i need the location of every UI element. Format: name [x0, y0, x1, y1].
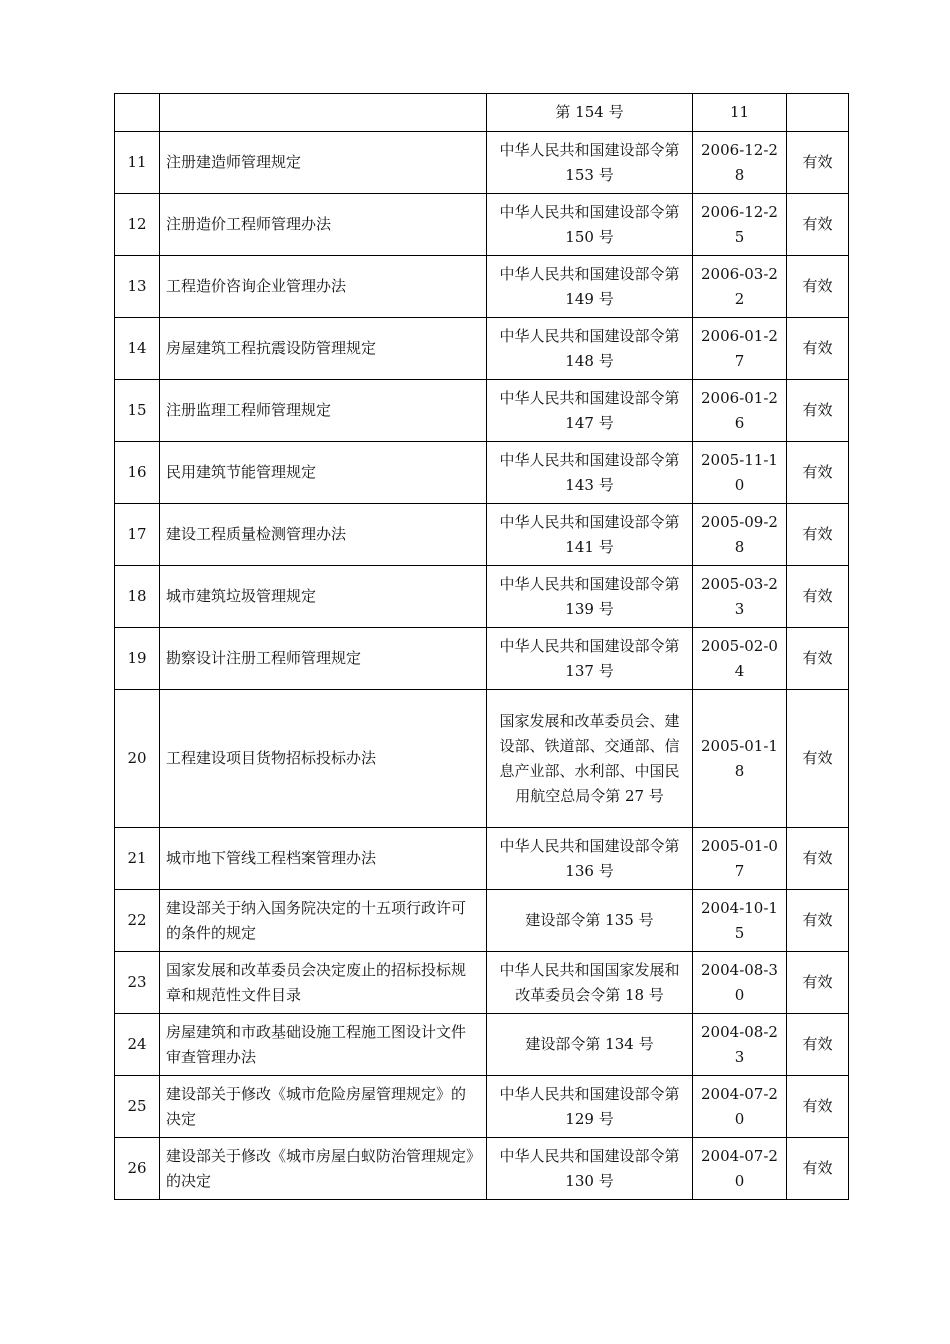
table-row	[115, 132, 849, 194]
validity-status: 有效	[787, 132, 849, 194]
table-row	[115, 690, 849, 828]
row-number: 12	[115, 194, 160, 256]
table-row	[115, 566, 849, 628]
table-row	[115, 318, 849, 380]
row-number: 19	[115, 628, 160, 690]
issuing-order: 国家发展和改革委员会、建设部、铁道部、交通部、信息产业部、水利部、中国民用航空总局令第 27 号	[487, 690, 693, 828]
regulation-name: 建设部关于修改《城市危险房屋管理规定》的决定	[160, 1076, 487, 1138]
issuing-order: 中华人民共和国建设部令第 149 号	[487, 256, 693, 318]
issue-date: 2006-01-27	[693, 318, 787, 380]
issuing-order: 建设部令第 134 号	[487, 1014, 693, 1076]
row-number: 26	[115, 1138, 160, 1200]
issuing-order: 中华人民共和国建设部令第 129 号	[487, 1076, 693, 1138]
row-number: 25	[115, 1076, 160, 1138]
validity-status: 有效	[787, 828, 849, 890]
issuing-order: 第 154 号	[487, 94, 693, 132]
row-number: 13	[115, 256, 160, 318]
validity-status: 有效	[787, 194, 849, 256]
issue-date: 2006-01-26	[693, 380, 787, 442]
issue-date: 2006-12-28	[693, 132, 787, 194]
regulation-name: 建设工程质量检测管理办法	[160, 504, 487, 566]
regulation-name: 注册造价工程师管理办法	[160, 194, 487, 256]
row-number: 20	[115, 690, 160, 828]
row-number: 15	[115, 380, 160, 442]
issuing-order: 中华人民共和国建设部令第 147 号	[487, 380, 693, 442]
issuing-order: 中华人民共和国国家发展和改革委员会令第 18 号	[487, 952, 693, 1014]
issue-date: 2004-07-20	[693, 1138, 787, 1200]
table-row	[115, 1138, 849, 1200]
validity-status: 有效	[787, 952, 849, 1014]
issuing-order: 中华人民共和国建设部令第 130 号	[487, 1138, 693, 1200]
issue-date: 2005-02-04	[693, 628, 787, 690]
issue-date: 2005-09-28	[693, 504, 787, 566]
issue-date: 11	[693, 94, 787, 132]
issue-date: 2005-11-10	[693, 442, 787, 504]
issue-date: 2004-08-30	[693, 952, 787, 1014]
row-number: 23	[115, 952, 160, 1014]
table-body	[115, 94, 849, 1200]
regulation-name: 城市建筑垃圾管理规定	[160, 566, 487, 628]
issuing-order: 中华人民共和国建设部令第 143 号	[487, 442, 693, 504]
regulation-name: 城市地下管线工程档案管理办法	[160, 828, 487, 890]
issuing-order: 中华人民共和国建设部令第 148 号	[487, 318, 693, 380]
validity-status: 有效	[787, 1014, 849, 1076]
validity-status	[787, 94, 849, 132]
validity-status: 有效	[787, 318, 849, 380]
row-number: 24	[115, 1014, 160, 1076]
table-row	[115, 94, 849, 132]
regulation-name: 注册建造师管理规定	[160, 132, 487, 194]
issuing-order: 中华人民共和国建设部令第 150 号	[487, 194, 693, 256]
issuing-order: 中华人民共和国建设部令第 136 号	[487, 828, 693, 890]
regulation-name: 工程建设项目货物招标投标办法	[160, 690, 487, 828]
issue-date: 2004-10-15	[693, 890, 787, 952]
validity-status: 有效	[787, 256, 849, 318]
regulation-name: 国家发展和改革委员会决定废止的招标投标规章和规范性文件目录	[160, 952, 487, 1014]
row-number: 16	[115, 442, 160, 504]
row-number: 11	[115, 132, 160, 194]
table-row	[115, 1014, 849, 1076]
regulation-name: 工程造价咨询企业管理办法	[160, 256, 487, 318]
table-row	[115, 380, 849, 442]
issuing-order: 中华人民共和国建设部令第 139 号	[487, 566, 693, 628]
issue-date: 2005-01-07	[693, 828, 787, 890]
issue-date: 2005-01-18	[693, 690, 787, 828]
row-number: 22	[115, 890, 160, 952]
issuing-order: 中华人民共和国建设部令第 141 号	[487, 504, 693, 566]
regulations-table-page	[114, 93, 849, 1200]
issuing-order: 中华人民共和国建设部令第 153 号	[487, 132, 693, 194]
row-number: 14	[115, 318, 160, 380]
row-number	[115, 94, 160, 132]
table-row	[115, 442, 849, 504]
validity-status: 有效	[787, 504, 849, 566]
validity-status: 有效	[787, 628, 849, 690]
regulation-name	[160, 94, 487, 132]
table-row	[115, 256, 849, 318]
row-number: 18	[115, 566, 160, 628]
table-row	[115, 194, 849, 256]
issuing-order: 中华人民共和国建设部令第 137 号	[487, 628, 693, 690]
issue-date: 2006-03-22	[693, 256, 787, 318]
regulations-table	[114, 93, 849, 1200]
table-row	[115, 504, 849, 566]
regulation-name: 建设部关于修改《城市房屋白蚁防治管理规定》的决定	[160, 1138, 487, 1200]
validity-status: 有效	[787, 690, 849, 828]
validity-status: 有效	[787, 890, 849, 952]
regulation-name: 房屋建筑和市政基础设施工程施工图设计文件审查管理办法	[160, 1014, 487, 1076]
table-row	[115, 952, 849, 1014]
row-number: 21	[115, 828, 160, 890]
row-number: 17	[115, 504, 160, 566]
regulation-name: 房屋建筑工程抗震设防管理规定	[160, 318, 487, 380]
regulation-name: 建设部关于纳入国务院决定的十五项行政许可的条件的规定	[160, 890, 487, 952]
validity-status: 有效	[787, 442, 849, 504]
validity-status: 有效	[787, 1138, 849, 1200]
regulation-name: 勘察设计注册工程师管理规定	[160, 628, 487, 690]
validity-status: 有效	[787, 380, 849, 442]
validity-status: 有效	[787, 1076, 849, 1138]
table-row	[115, 828, 849, 890]
issue-date: 2004-07-20	[693, 1076, 787, 1138]
issue-date: 2004-08-23	[693, 1014, 787, 1076]
issuing-order: 建设部令第 135 号	[487, 890, 693, 952]
table-row	[115, 628, 849, 690]
validity-status: 有效	[787, 566, 849, 628]
table-row	[115, 1076, 849, 1138]
issue-date: 2005-03-23	[693, 566, 787, 628]
table-row	[115, 890, 849, 952]
regulation-name: 注册监理工程师管理规定	[160, 380, 487, 442]
regulation-name: 民用建筑节能管理规定	[160, 442, 487, 504]
issue-date: 2006-12-25	[693, 194, 787, 256]
